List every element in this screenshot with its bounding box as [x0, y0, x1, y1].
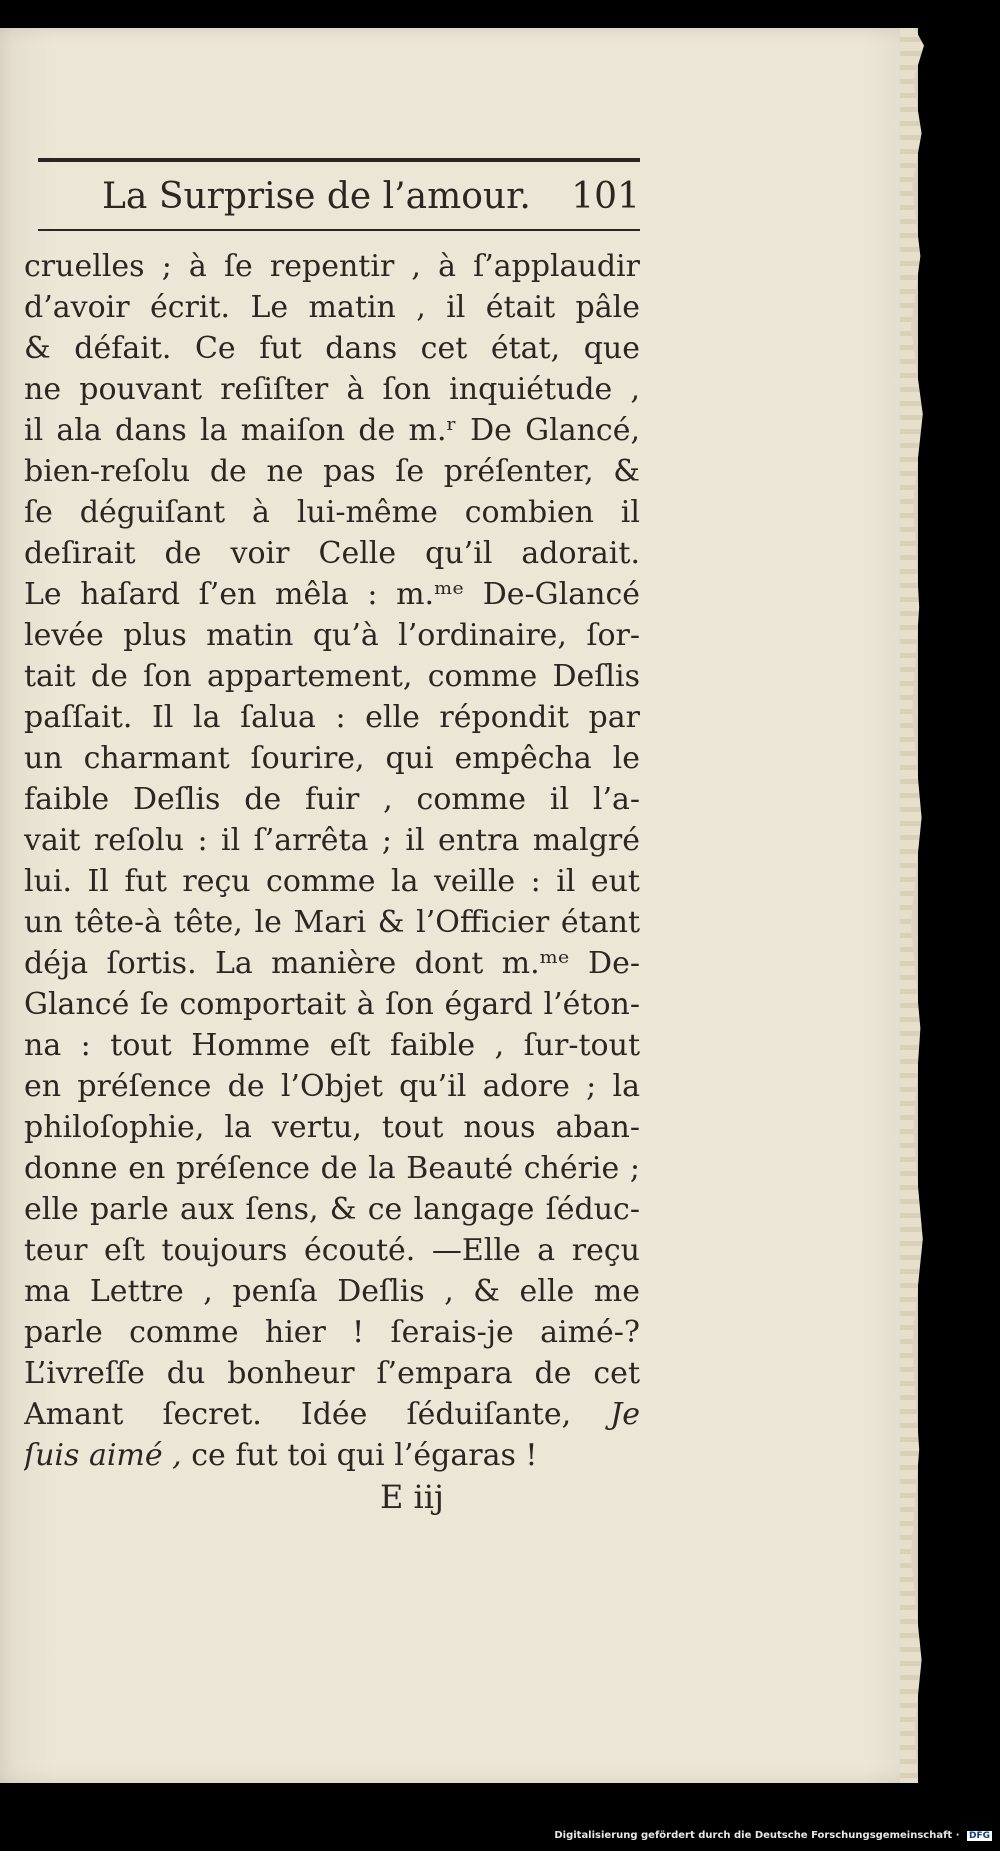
text-line: ſe déguiſant à lui-même combien il: [24, 495, 640, 530]
text-line: Le haſard ſ’en mêla : m.ᵐᵉ De-Glancé: [24, 577, 640, 612]
text-line-roman: Amant ſecret. Idée ſéduiſante,: [24, 1397, 572, 1432]
text-line: levée plus matin qu’à l’ordinaire, ſor-: [24, 618, 640, 653]
italic-phrase: Je: [610, 1397, 640, 1432]
dfg-logo: DFG: [968, 1831, 990, 1841]
text-line: deſirait de voir Celle qu’il adorait.: [24, 536, 640, 571]
text-line: bien-reſolu de ne pas ſe préſenter, &: [24, 454, 640, 489]
text-line-with-italic: [24, 1394, 640, 1435]
text-line: vait reſolu : il ſ’arrêta ; il entra malgré: [24, 823, 640, 858]
text-line: teur eſt toujours écouté. —Elle a reçu: [24, 1233, 640, 1268]
page-torn-edge: [900, 28, 924, 1783]
running-head-title: La Surprise de l’amour.: [102, 176, 531, 217]
text-line: d’avoir écrit. Le matin , il était pâle: [24, 290, 640, 325]
header-rule-top: [38, 158, 640, 162]
text-line: faible Deſlis de fuir , comme il l’a-: [24, 782, 640, 817]
text-line: cruelles ; à ſe repentir , à ſ’applaudir: [24, 249, 640, 284]
body-text: [24, 246, 640, 1476]
text-line: ma Lettre , penſa Deſlis , & elle me: [24, 1274, 640, 1309]
text-line: tait de ſon appartement, comme Deſlis: [24, 659, 640, 694]
text-line: paſſait. Il la ſalua : elle répondit par: [24, 700, 640, 735]
closing-italic: ſuis aimé ,: [24, 1438, 182, 1473]
text-line: donne en préſence de la Beauté chérie ;: [24, 1151, 640, 1186]
closing-line: [24, 1435, 640, 1476]
text-line: philoſophie, la vertu, tout nous aban-: [24, 1110, 640, 1145]
digitization-credit: [554, 1830, 992, 1841]
text-line: Glancé ſe comportait à ſon égard l’éton-: [24, 987, 640, 1022]
text-line: un charmant ſourire, qui empêcha le: [24, 741, 640, 776]
text-line: parle comme hier ! ſerais-je aimé-?: [24, 1315, 640, 1350]
page-number: 101: [571, 176, 640, 217]
credit-text: Digitalisierung gefördert durch die Deutsche Forschungsgemeinschaft ·: [554, 1830, 960, 1841]
text-line: L’ivreſſe du bonheur ſ’empara de cet: [24, 1356, 640, 1391]
text-line: un tête-à tête, le Mari & l’Officier étant: [24, 905, 640, 940]
text-line: ne pouvant reſiſter à ſon inquiétude ,: [24, 372, 640, 407]
running-head: [38, 176, 640, 224]
text-line: il ala dans la maiſon de m.ʳ De Glancé,: [24, 413, 640, 448]
closing-roman: ce fut toi qui l’égaras !: [181, 1438, 538, 1473]
text-line: déja ſortis. La manière dont m.ᵐᵉ De-: [24, 946, 640, 981]
signature-mark: E iij: [380, 1478, 444, 1516]
text-line: en préſence de l’Objet qu’il adore ; la: [24, 1069, 640, 1104]
text-line: elle parle aux ſens, & ce langage ſéduc-: [24, 1192, 640, 1227]
text-line: lui. Il fut reçu comme la veille : il eut: [24, 864, 640, 899]
text-line: & défait. Ce fut dans cet état, que: [24, 331, 640, 366]
header-rule-bottom: [38, 229, 640, 231]
text-line: na : tout Homme eſt faible , ſur-tout: [24, 1028, 640, 1063]
